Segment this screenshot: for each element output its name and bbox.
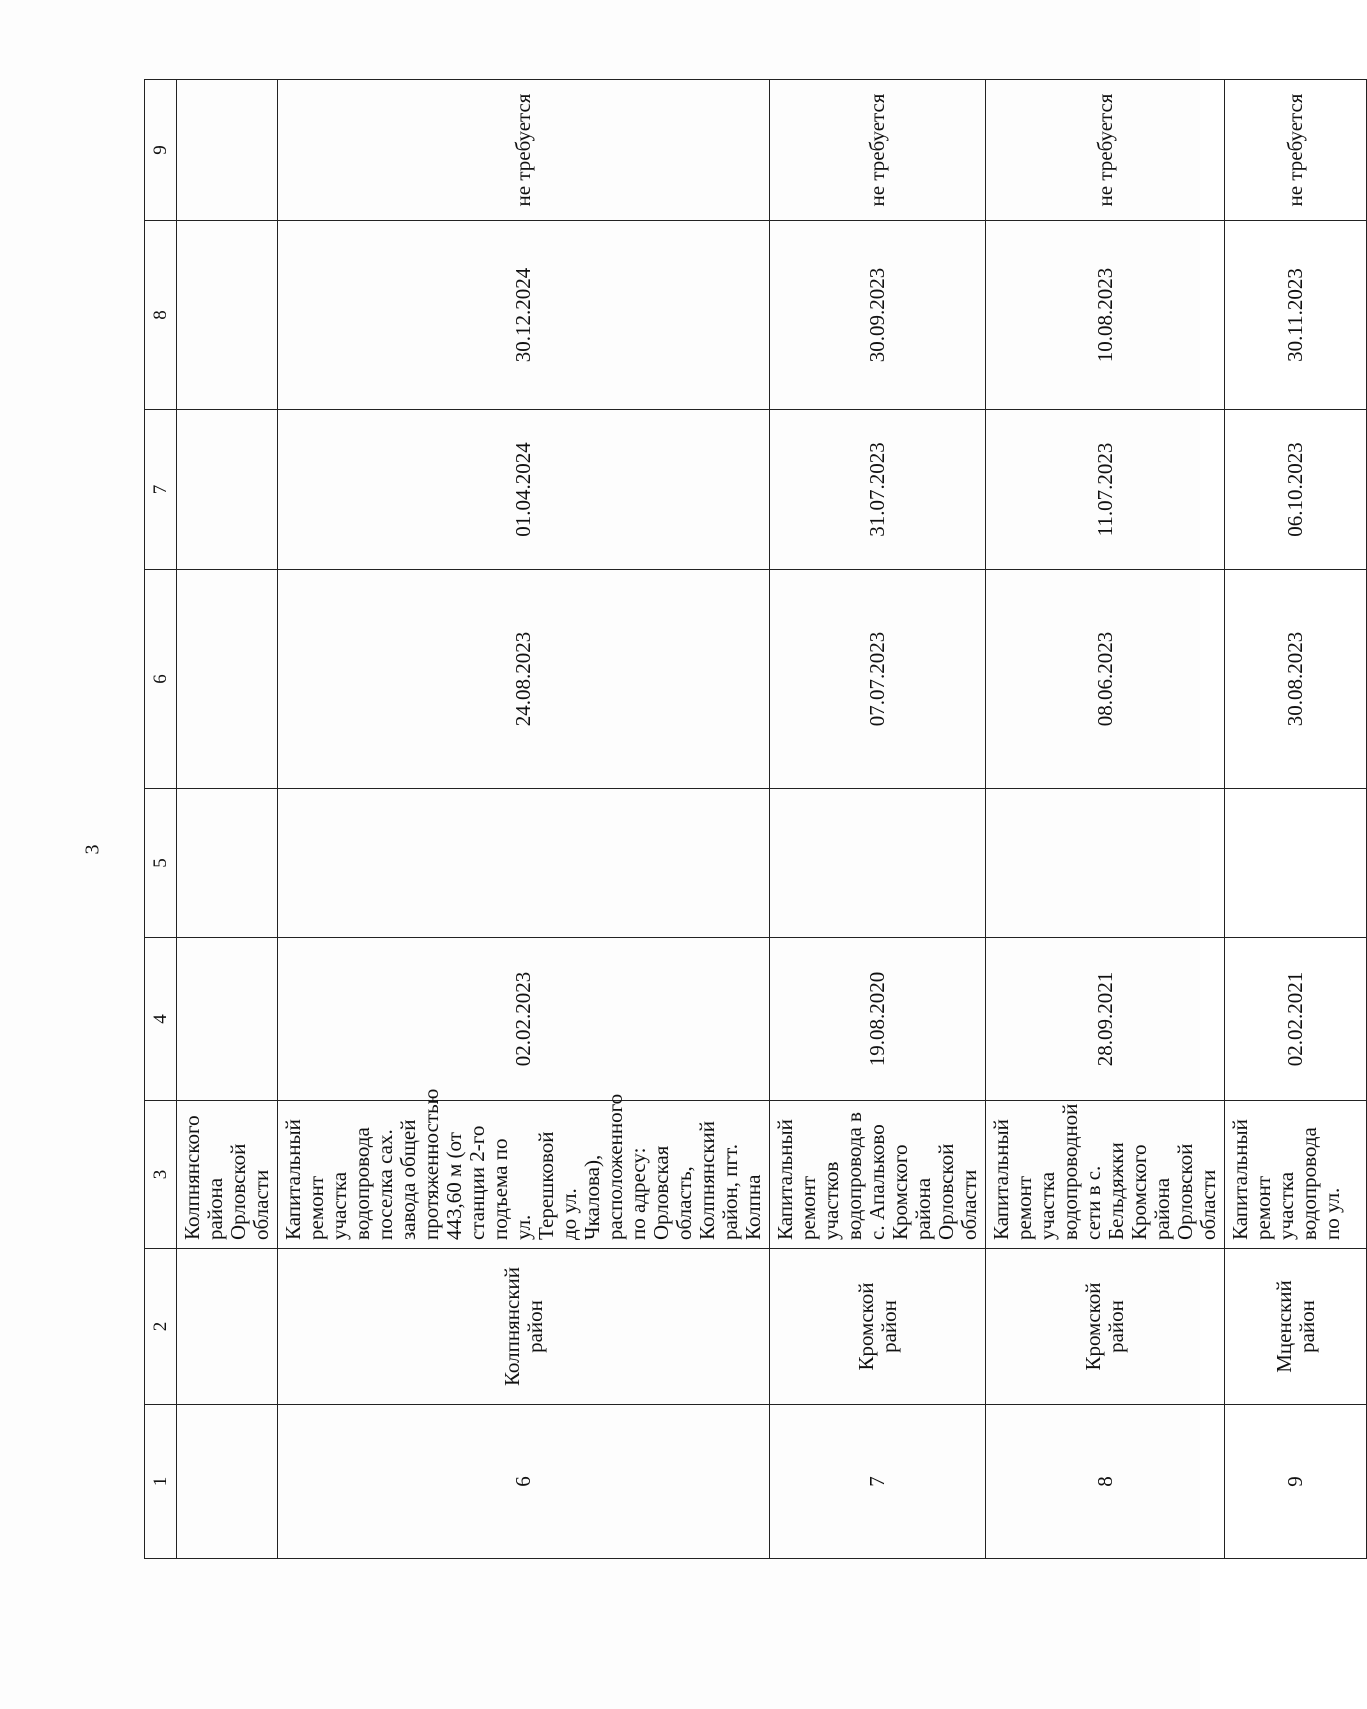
- date-cell: 30.12.2024: [278, 221, 770, 410]
- row-number: 6: [278, 1405, 770, 1559]
- district-cell: Кромской район: [770, 1249, 986, 1405]
- header-cell: 4: [145, 938, 177, 1101]
- date-cell: 19.08.2020: [770, 938, 986, 1101]
- header-cell: 1: [145, 1405, 177, 1559]
- date-cell: 02.02.2023: [278, 938, 770, 1101]
- date-cell: 10.08.2023: [986, 221, 1225, 410]
- empty-cell: [770, 789, 986, 938]
- approval-cell: не требуется: [1225, 80, 1367, 221]
- date-cell: 06.10.2023: [1225, 410, 1367, 570]
- table-rotated-wrapper: [144, 80, 1344, 1559]
- district-cell: Колпнянский район: [278, 1249, 770, 1405]
- object-cell: Капитальный ремонт участка водопровода по ул.: [1225, 1101, 1367, 1249]
- date-cell: 31.07.2023: [770, 410, 986, 570]
- date-cell: 30.11.2023: [1225, 221, 1367, 410]
- header-cell: 7: [145, 410, 177, 570]
- header-cell: 9: [145, 80, 177, 221]
- table-row: [1225, 80, 1367, 1559]
- approval-cell: не требуется: [770, 80, 986, 221]
- date-cell: 28.09.2021: [986, 938, 1225, 1101]
- header-cell: 8: [145, 221, 177, 410]
- date-cell: 24.08.2023: [278, 570, 770, 789]
- object-cell: Капитальный ремонт участков водопровода в с. Апальково Кромского района Орловской области: [770, 1101, 986, 1249]
- row-number: 8: [986, 1405, 1225, 1559]
- empty-cell: [278, 789, 770, 938]
- date-cell: 02.02.2021: [1225, 938, 1367, 1101]
- row-number: 7: [770, 1405, 986, 1559]
- works-table: [144, 79, 1367, 1559]
- date-cell: 11.07.2023: [986, 410, 1225, 570]
- header-row: [145, 80, 177, 1559]
- page-number: 3: [81, 844, 104, 855]
- object-cell: Капитальный ремонт участка водопровода поселка сах. завода общей протяженностью 443,60 м (от станции 2-го подъема по ул. Терешковой до ул. Чкалова), расположенного по адресу: Орловская область, Колпнянский район, пгт. Колпна: [278, 1101, 770, 1249]
- continuation-cell: Колпнянского района Орловской области: [177, 1101, 278, 1249]
- date-cell: 30.08.2023: [1225, 570, 1367, 789]
- header-cell: 6: [145, 570, 177, 789]
- date-cell: 08.06.2023: [986, 570, 1225, 789]
- table-row: [986, 80, 1225, 1559]
- object-cell: Капитальный ремонт участка водопроводной сети в с. Бельдяжки Кромского района Орловской области: [986, 1101, 1225, 1249]
- date-cell: 30.09.2023: [770, 221, 986, 410]
- row-number: 9: [1225, 1405, 1367, 1559]
- approval-cell: не требуется: [278, 80, 770, 221]
- date-cell: 01.04.2024: [278, 410, 770, 570]
- header-cell: 3: [145, 1101, 177, 1249]
- approval-cell: не требуется: [986, 80, 1225, 221]
- table-row: [770, 80, 986, 1559]
- continuation-row: [177, 80, 278, 1559]
- header-cell: 5: [145, 789, 177, 938]
- district-cell: Мценский район: [1225, 1249, 1367, 1405]
- district-cell: Кромской район: [986, 1249, 1225, 1405]
- date-cell: 07.07.2023: [770, 570, 986, 789]
- empty-cell: [986, 789, 1225, 938]
- header-cell: 2: [145, 1249, 177, 1405]
- table-row: [278, 80, 770, 1559]
- empty-cell: [1225, 789, 1367, 938]
